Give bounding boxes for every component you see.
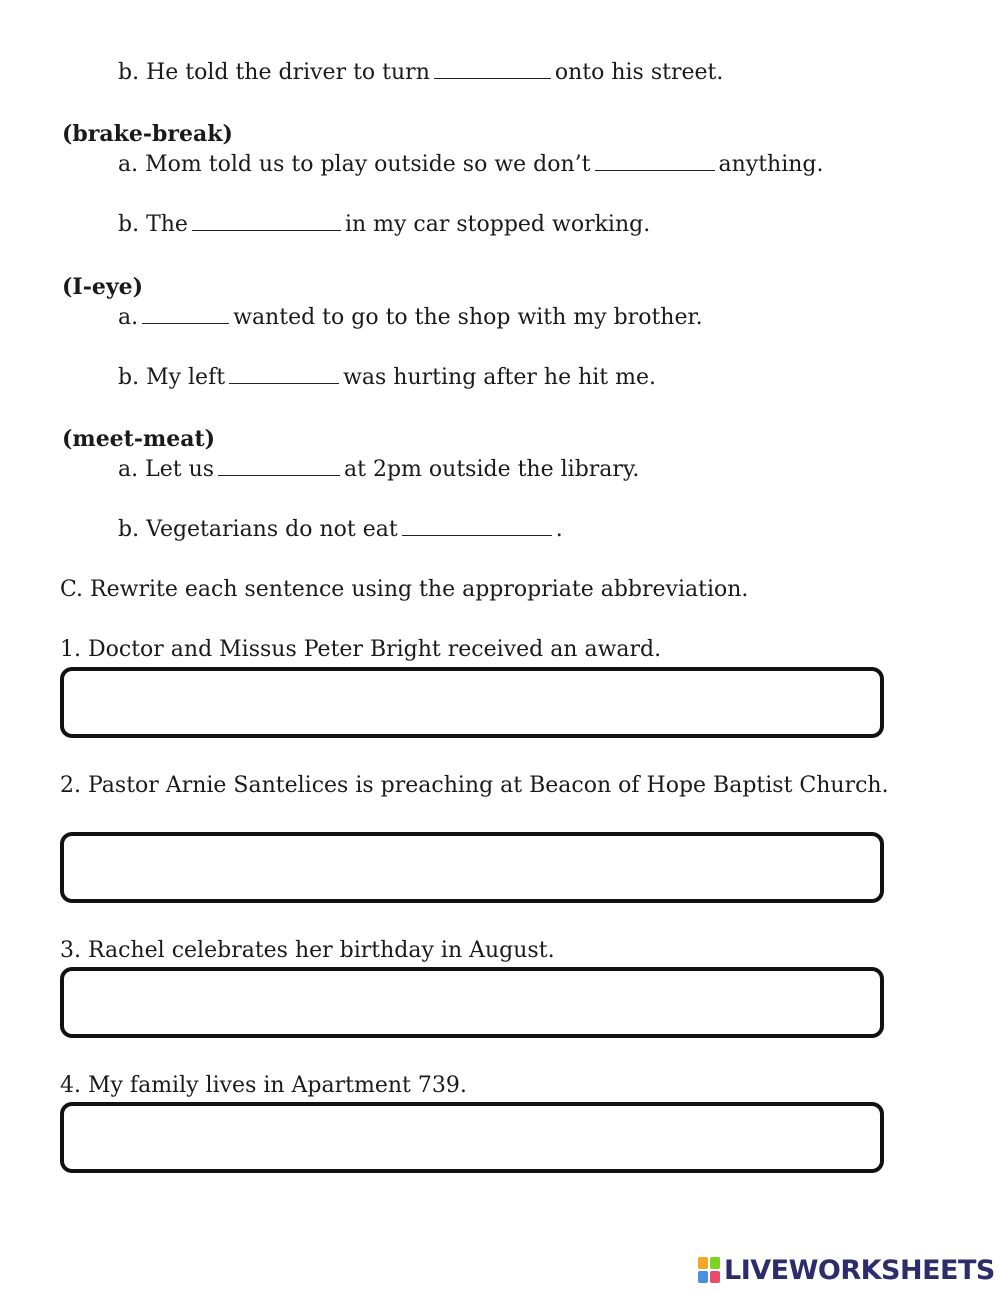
sentence-text: a. Let us — [118, 457, 215, 482]
liveworksheets-logo — [698, 1255, 995, 1285]
section-heading-brake-break: (brake-break) — [62, 121, 233, 147]
sentence-brake-a — [118, 151, 824, 179]
answer-blank[interactable] — [192, 212, 341, 231]
sentence-text: b. Vegetarians do not eat — [118, 517, 398, 542]
sentence-text: wanted to go to the shop with my brother. — [233, 305, 703, 330]
sentence-i-eye-a — [118, 304, 703, 332]
sentence-text: a. — [118, 305, 139, 330]
logo-text: LIVEWORKSHEETS — [724, 1254, 995, 1286]
sentence-text: b. He told the driver to turn — [118, 60, 430, 85]
sentence-text: b. The — [118, 212, 188, 237]
section-heading-meet-meat: (meet-meat) — [62, 426, 216, 452]
sentence-brake-b — [118, 211, 650, 239]
sentence-text: at 2pm outside the library. — [344, 457, 640, 482]
sentence-q1-b — [118, 59, 723, 87]
logo-blocks-icon — [698, 1257, 720, 1283]
logo-block — [698, 1257, 708, 1269]
sentence-text: in my car stopped working. — [344, 212, 651, 237]
answer-box-3[interactable] — [60, 967, 884, 1038]
answer-blank[interactable] — [434, 60, 551, 79]
rewrite-prompt-4: 4. My family lives in Apartment 739. — [60, 1073, 467, 1098]
sentence-meet-a — [118, 456, 639, 484]
logo-block — [710, 1257, 720, 1269]
section-c-instruction: C. Rewrite each sentence using the appropriate abbreviation. — [60, 577, 749, 602]
sentence-text: anything. — [718, 152, 824, 177]
answer-blank[interactable] — [142, 305, 229, 324]
sentence-text: onto his street. — [554, 60, 724, 85]
sentence-text: b. My left — [118, 365, 226, 390]
sentence-text: a. Mom told us to play outside so we don’t — [118, 152, 591, 177]
section-heading-i-eye: (I-eye) — [62, 274, 144, 300]
sentence-text: was hurting after he hit me. — [343, 365, 656, 390]
sentence-meet-b — [118, 516, 563, 544]
sentence-text: . — [555, 517, 563, 542]
answer-box-1[interactable] — [60, 667, 884, 738]
answer-box-4[interactable] — [60, 1102, 884, 1173]
logo-block — [710, 1271, 720, 1283]
answer-blank[interactable] — [229, 365, 339, 384]
rewrite-prompt-1: 1. Doctor and Missus Peter Bright received an award. — [60, 637, 662, 662]
rewrite-prompt-2: 2. Pastor Arnie Santelices is preaching at Beacon of Hope Baptist Church. — [60, 773, 889, 798]
answer-blank[interactable] — [218, 457, 340, 476]
answer-box-2[interactable] — [60, 832, 884, 903]
answer-blank[interactable] — [402, 517, 552, 536]
answer-blank[interactable] — [595, 152, 715, 171]
sentence-i-eye-b — [118, 364, 656, 392]
rewrite-prompt-3: 3. Rachel celebrates her birthday in August. — [60, 938, 555, 963]
logo-block — [698, 1271, 708, 1283]
